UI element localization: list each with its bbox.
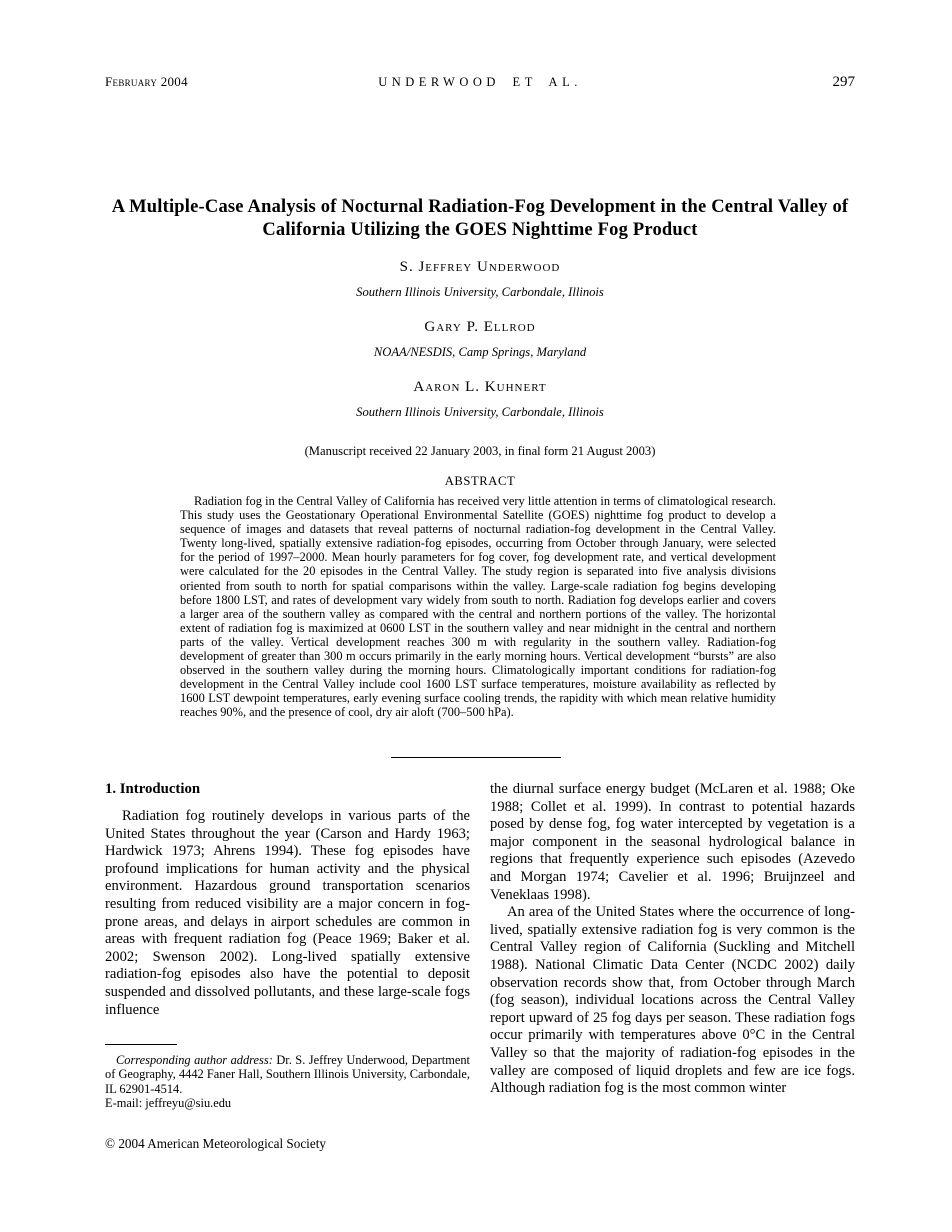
body-columns [105,781,855,1111]
paper-title: A Multiple-Case Analysis of Nocturnal Radiation-Fog Development in the Central Valley of California Utilizing the GOES Nighttime Fog Product [111,197,849,240]
footnote-address: Dr. S. Jeffrey Underwood, Department of Geography, 4442 Faner Hall, Southern Illinois University, Carbondale, IL 62901-4514. [105,1052,471,1096]
footnote-email-line [105,1096,470,1111]
footnote-label: Corresponding author address: [116,1052,273,1067]
author-name-1: S. Jeffrey Underwood [399,259,561,275]
running-header [105,74,855,91]
footnote-email-value[interactable]: jeffreyu@siu.edu [145,1096,232,1111]
abstract-divider-rule [391,757,561,758]
abstract-heading: ABSTRACT [444,474,516,488]
abstract-text: Radiation fog in the Central Valley of California has received very little attention in terms of climatological research. This study uses the Geostationary Operational Environmental Satellite (GOES) nighttime fog product to develop a sequence of images and datasets that reveal patterns of nocturnal radiation-fog development in the Central Valley. Twenty long-lived, spatially extensive radiation-fog episodes, occurring from October through January, were selected for the period of 1997–2000. Mean hourly parameters for fog cover, fog development rate, and vertical development were calculated for the 20 episodes in the Central Valley. The study region is separated into five analysis divisions oriented from south to north for spatial comparisons within the valley. Large-scale radiation fog begins developing before 1800 LST, and rates of development vary widely from south to north. Radiation fog develops earlier and covers a larger area of the southern valley as compared with the central and northern portions of the valley. The horizontal extent of radiation fog is maximized at 0600 LST in the southern valley and near midnight in the central and northern parts of the valley. Vertical development reaches 300 m with regularity in the southern valley. Radiation-fog development of greater than 300 m occurs primarily in the early morning hours. Vertical development “bursts” are also observed in the southern valley during the morning hours. Climatologically important conditions for radiation-fog development in the Central Valley include cool 1600 LST surface temperatures, moisture availability as reflected by 1600 LST dewpoint temperatures, early evening surface cooling trends, the rapidity with which mean relative humidity reaches 90%, and the presence of cool, dry air aloft (700–500 hPa). [180,494,776,720]
intro-paragraph-2: the diurnal surface energy budget (McLaren et al. 1988; Oke 1988; Collet et al. 1999). In contrast to potential hazards posed by dense fog, fog water intercepted by vegetation is a major component in the seasonal hydrological balance in regions that frequently experience such episodes (Azevedo and Morgan 1974; Cavelier et al. 1996; Bruijnzeel and Veneklaas 1998). [490,781,855,903]
author-affiliation-1: Southern Illinois University, Carbondale, Illinois [356,285,604,299]
left-column [105,781,470,1111]
intro-paragraph-1: Radiation fog routinely develops in various parts of the United States throughout the year (Carson and Hardy 1963; Hardwick 1973; Ahrens 1994). These fog episodes have profound implications for human activity and the physical environment. Hazardous ground transportation scenarios resulting from reduced visibility are a major concern in fog-prone areas, and delays in airport schedules are common in areas with frequent radiation fog (Peace 1969; Baker et al. 2002; Swenson 2002). Long-lived spatially extensive radiation-fog episodes also have the potential to deposit suspended and dissolved pollutants, and these large-scale fogs influence [105,808,470,1018]
copyright-footer [105,1136,326,1152]
manuscript-note: (Manuscript received 22 January 2003, in final form 21 August 2003) [304,444,656,458]
author-affiliation-2: NOAA/NESDIS, Camp Springs, Maryland [373,345,587,359]
running-head-authors: UNDERWOOD ET AL. [378,75,582,89]
footnote-rule [105,1044,177,1045]
copyright-text: © 2004 American Meteorological Society [105,1136,326,1151]
author-name-2: Gary P. Ellrod [424,319,536,335]
journal-issue-date: February 2004 [105,74,188,89]
section-heading-introduction: 1. Introduction [105,781,201,797]
page-number: 297 [832,74,856,90]
author-affiliation-3: Southern Illinois University, Carbondale, Illinois [356,405,604,419]
title-block [96,196,864,489]
author-name-3: Aaron L. Kuhnert [413,379,547,395]
abstract-section [180,494,776,720]
footnote-email-label: E-mail: [105,1096,143,1111]
right-column [490,781,855,1111]
correspondence-footnote [105,1044,470,1111]
intro-paragraph-3: An area of the United States where the occurrence of long-lived, spatially extensive radiation fog is very common is the Central Valley region of California (Suckling and Mitchell 1988). National Climatic Data Center (NCDC 2002) daily observation records show that, from October through March (fog season), individual locations across the Central Valley report upward of 25 fog days per season. These radiation fogs occur primarily with temperatures above 0°C in the Central Valley so that the majority of radiation-fog episodes in the valley are composed of liquid droplets and few are ice fogs. Although radiation fog is the most common winter [490,904,855,1097]
footnote-address-line [105,1053,470,1097]
